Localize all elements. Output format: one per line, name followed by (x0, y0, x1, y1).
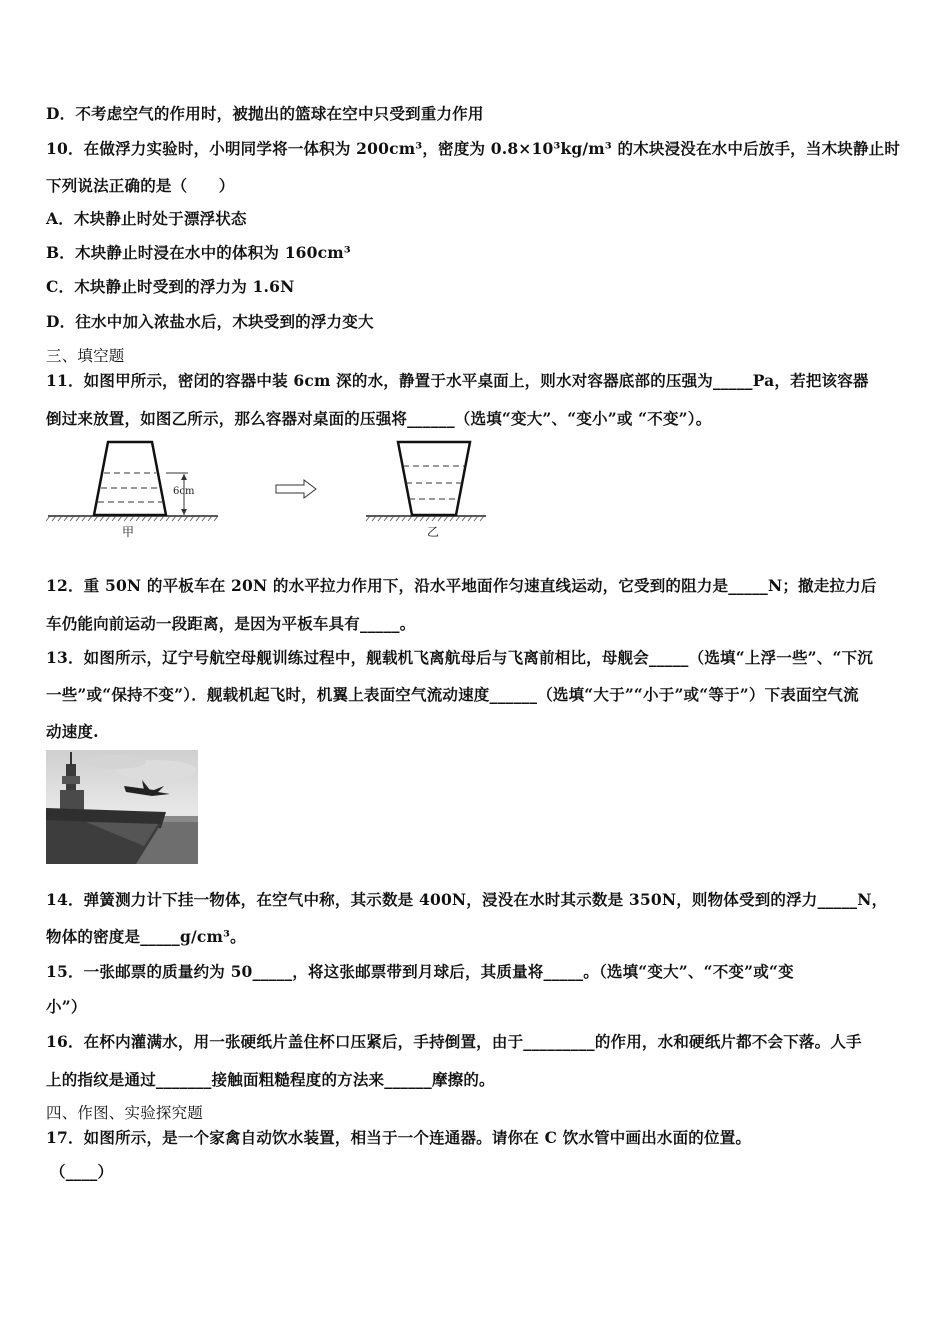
depth-label: 6cm (173, 486, 195, 497)
section-heading-experiment: 四、作图、实验探究题 (46, 1104, 204, 1122)
question-13-stem-end: 动速度. (46, 722, 99, 741)
question-12-stem: 12．重 50N 的平板车在 20N 的水平拉力作用下，沿水平地面作匀速直线运动，它受到的阻力是_____N；撤走拉力后 (46, 576, 877, 595)
question-10-stem-cont: 下列说法正确的是（ ） (46, 176, 235, 195)
question-11-stem: 11．如图甲所示，密闭的容器中装 6cm 深的水，静置于水平桌面上，则水对容器底部的压强为_____Pa，若把该容器 (46, 371, 869, 390)
question-13-stem-cont: 一些”或“保持不变”）．舰载机起飞时，机翼上表面空气流动速度______（选填“大于”“小于”或“等于”）下表面空气流 (46, 685, 859, 704)
option-c-q10: C．木块静止时受到的浮力为 1.6N (46, 277, 295, 296)
question-17-answer-blank: （____） (50, 1162, 114, 1181)
question-16-stem-cont: 上的指纹是通过_______接触面粗糙程度的方法来______摩擦的。 (46, 1070, 495, 1089)
question-11-stem-cont: 倒过来放置，如图乙所示，那么容器对桌面的压强将______（选填“变大”、“变小”或 “不变”）。 (46, 409, 712, 428)
question-14-stem-cont: 物体的密度是_____g/cm³。 (46, 927, 246, 946)
figure-q11 (46, 436, 486, 546)
option-d-q9: D．不考虑空气的作用时，被抛出的篮球在空中只受到重力作用 (46, 104, 484, 123)
question-10-stem: 10．在做浮力实验时，小明同学将一体积为 200cm³，密度为 0.8×10³kg/m³ 的木块浸没在水中后放手，当木块静止时 (46, 139, 901, 158)
option-a-q10: A．木块静止时处于漂浮状态 (46, 209, 247, 228)
carrier-photo (46, 750, 198, 864)
question-15-stem-cont: 小”） (46, 997, 87, 1016)
question-13-stem: 13．如图所示，辽宁号航空母舰训练过程中，舰载机飞离航母后与飞离前相比，母舰会_____（选填“上浮一些”、“下沉 (46, 648, 873, 667)
question-12-stem-cont: 车仍能向前运动一段距离，是因为平板车具有_____。 (46, 614, 416, 633)
question-17-stem: 17．如图所示，是一个家禽自动饮水装置，相当于一个连通器。请你在 C 饮水管中画出水面的位置。 (46, 1128, 752, 1147)
question-14-stem: 14．弹簧测力计下挂一物体，在空气中称，其示数是 400N，浸没在水时其示数是 350N，则物体受到的浮力_____N， (46, 890, 888, 909)
question-15-stem: 15．一张邮票的质量约为 50_____，将这张邮票带到月球后，其质量将_____。（选填“变大”、“不变”或“变 (46, 962, 794, 981)
label-jia: 甲 (122, 525, 135, 539)
label-yi: 乙 (427, 525, 440, 539)
option-b-q10: B．木块静止时浸在水中的体积为 160cm³ (46, 243, 351, 262)
section-heading-fill-in: 三、填空题 (46, 347, 125, 365)
option-d-q10: D．往水中加入浓盐水后，木块受到的浮力变大 (46, 312, 374, 331)
question-16-stem: 16．在杯内灌满水，用一张硬纸片盖住杯口压紧后，手持倒置，由于_________的作用，水和硬纸片都不会下落。人手 (46, 1032, 862, 1051)
